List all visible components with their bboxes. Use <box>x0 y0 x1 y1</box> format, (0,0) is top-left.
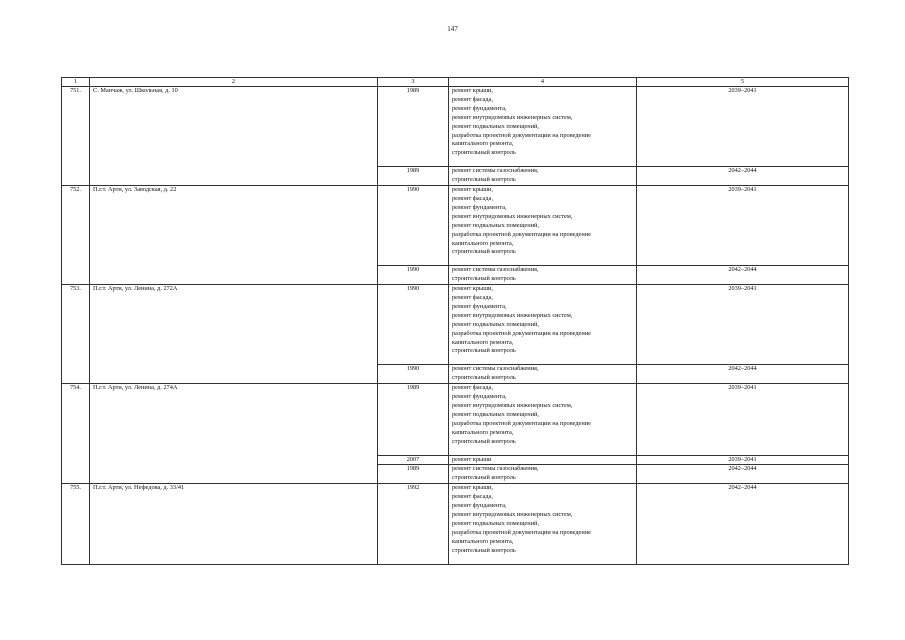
work-list <box>449 186 637 266</box>
object-address: П.г.т. Арти, ул. Заводская, д. 22 <box>90 186 378 285</box>
work-item: ремонт фундамента, <box>452 104 507 112</box>
work-item: ремонт внутридомовых инженерных систем, <box>452 510 573 518</box>
table-row <box>62 384 849 455</box>
work-item: ремонт подвальных помещений, <box>452 519 539 527</box>
repair-period: 2042–2044 <box>637 167 849 186</box>
work-item: ремонт крыши, <box>452 87 494 94</box>
work-list <box>449 285 637 365</box>
work-item: ремонт внутридомовых инженерных систем, <box>452 212 573 220</box>
cell-spacer <box>452 447 633 455</box>
repair-period: 2042–2044 <box>637 365 849 384</box>
work-item: строительный контроль <box>452 149 516 157</box>
construction-year: 1989 <box>378 167 449 186</box>
repair-period: 2039–2041 <box>637 186 849 266</box>
table-row <box>62 87 849 167</box>
work-item: разработка проектной документации на проведение <box>452 131 591 139</box>
construction-year: 1990 <box>378 365 449 384</box>
repair-period: 2039–2041 <box>637 455 849 465</box>
work-item: капитального ремонта, <box>452 428 514 436</box>
work-item: капитального ремонта, <box>452 239 514 247</box>
object-number: 755. <box>62 484 90 564</box>
construction-year: 1990 <box>378 285 449 365</box>
work-list <box>449 167 637 186</box>
work-item: ремонт крыши, <box>452 484 494 492</box>
work-list <box>449 384 637 455</box>
work-list <box>449 87 637 167</box>
construction-year: 1990 <box>378 266 449 285</box>
work-item: строительный контроль <box>452 437 516 445</box>
work-item: ремонт внутридомовых инженерных систем, <box>452 402 573 409</box>
work-item: строительный контроль <box>452 374 516 382</box>
column-header: 1 <box>62 78 90 87</box>
construction-year: 1990 <box>378 186 449 266</box>
cell-spacer <box>452 158 633 166</box>
table-body <box>62 78 849 565</box>
work-item: ремонт фундамента, <box>452 302 507 310</box>
work-item: ремонт подвальных помещений, <box>452 221 539 229</box>
work-item: капитального ремонта, <box>452 537 514 545</box>
work-item: строительный контроль <box>452 546 516 554</box>
work-item: ремонт фасада, <box>452 95 493 103</box>
work-item: ремонт фасада, <box>452 294 493 302</box>
object-number: 751. <box>62 87 90 186</box>
work-item: капитального ремонта, <box>452 140 514 148</box>
object-address: П.г.т. Арти, ул. Нефедова, д. 33/41 <box>90 484 378 564</box>
repair-period: 2039–2041 <box>637 384 849 455</box>
work-item: строительный контроль <box>452 347 516 355</box>
work-item: ремонт крыши <box>452 455 492 463</box>
work-list <box>449 455 637 465</box>
work-item: ремонт фасада, <box>452 384 493 392</box>
repair-period: 2042–2044 <box>637 266 849 285</box>
table-row <box>62 285 849 365</box>
work-item: ремонт внутридомовых инженерных систем, <box>452 113 573 121</box>
work-item: ремонт системы газоснабжения, <box>452 266 539 274</box>
repair-period: 2042–2044 <box>637 484 849 564</box>
work-item: ремонт фундамента, <box>452 393 507 401</box>
work-item: ремонт фундамента, <box>452 502 507 510</box>
column-header: 3 <box>378 78 449 87</box>
work-item: ремонт крыши, <box>452 186 494 194</box>
repair-period: 2039–2041 <box>637 87 849 167</box>
object-number: 753. <box>62 285 90 384</box>
object-address: С. Манчаж, ул. Школьная, д. 10 <box>90 87 378 186</box>
column-header: 4 <box>449 78 637 87</box>
work-item: строительный контроль <box>452 275 516 283</box>
work-item: строительный контроль <box>452 474 516 482</box>
work-item: ремонт фундамента, <box>452 203 507 211</box>
work-item: ремонт крыши, <box>452 285 494 293</box>
construction-year: 1989 <box>378 465 449 484</box>
page-number: 147 <box>447 25 458 33</box>
work-item: ремонт системы газоснабжения, <box>452 167 539 175</box>
repair-period: 2039–2041 <box>637 285 849 365</box>
table-row <box>62 484 849 564</box>
work-list <box>449 365 637 384</box>
cell-spacer <box>452 257 633 265</box>
work-item: ремонт системы газоснабжения, <box>452 365 539 373</box>
work-item: разработка проектной документации на проведение <box>452 419 591 427</box>
work-item: ремонт подвальных помещений, <box>452 122 539 130</box>
cell-spacer <box>452 556 633 564</box>
construction-year: 1989 <box>378 384 449 455</box>
work-list <box>449 266 637 285</box>
column-header: 2 <box>90 78 378 87</box>
cell-spacer <box>452 356 633 364</box>
object-address: П.г.т. Арти, ул. Ленина, д. 272А <box>90 285 378 384</box>
repair-schedule-table <box>61 77 849 565</box>
work-item: строительный контроль <box>452 176 516 184</box>
object-address: П.г.т. Арти, ул. Ленина, д. 274А <box>90 384 378 484</box>
repair-period: 2042–2044 <box>637 465 849 484</box>
table-row <box>62 186 849 266</box>
work-item: ремонт системы газоснабжения, <box>452 465 539 473</box>
construction-year: 2007 <box>378 455 449 465</box>
work-item: разработка проектной документации на проведение <box>452 230 591 238</box>
work-list <box>449 465 637 484</box>
header-row <box>62 78 849 87</box>
work-item: ремонт фасада, <box>452 493 493 501</box>
work-item: разработка проектной документации на проведение <box>452 329 591 337</box>
construction-year: 1989 <box>378 87 449 167</box>
work-list <box>449 484 637 564</box>
work-item: ремонт подвальных помещений, <box>452 320 539 328</box>
object-number: 752. <box>62 186 90 285</box>
work-item: ремонт подвальных помещений, <box>452 410 539 418</box>
work-item: строительный контроль <box>452 248 516 256</box>
construction-year: 1992 <box>378 484 449 564</box>
object-number: 754. <box>62 384 90 484</box>
work-item: ремонт внутридомовых инженерных систем, <box>452 311 573 319</box>
column-header: 5 <box>637 78 849 87</box>
work-item: ремонт фасада, <box>452 194 493 202</box>
work-item: разработка проектной документации на проведение <box>452 528 591 536</box>
work-item: капитального ремонта, <box>452 338 514 346</box>
